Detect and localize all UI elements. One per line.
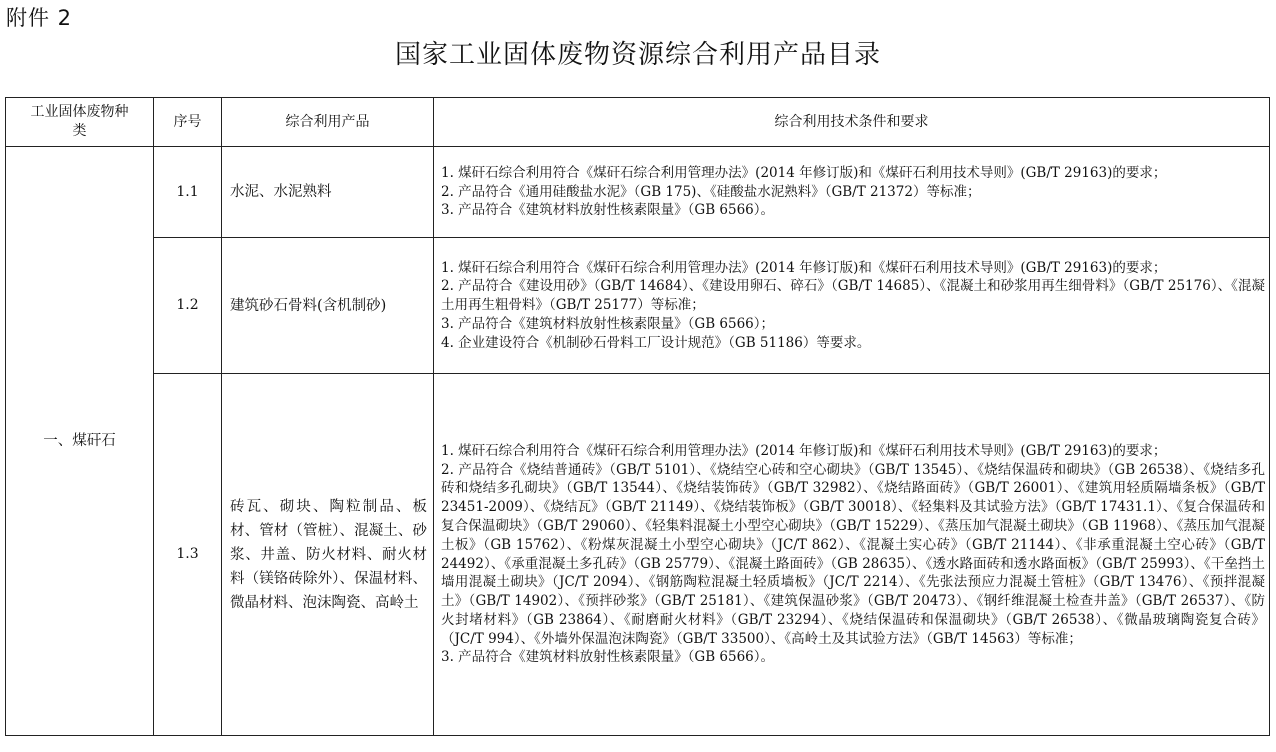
category-cell: 一、煤矸石 bbox=[6, 147, 154, 736]
requirement-line: 2. 产品符合《烧结普通砖》（GB/T 5101）、《烧结空心砖和空心砌块》（GB/T 13545）、《烧结保温砖和砌块》（GB 26538）、《烧结多孔砖和烧结多孔砌块》（GB/T 13544）、《烧结装饰砖》（GB/T 32982）、《烧结路面砖》（GB/T 26001）、《建筑用轻质隔墙条板》（GB/T 23451-2009）、《烧结瓦》（GB/T 21149）、《烧结装饰板》（GB/T 30018）、《轻集料及其试验方法》（GB/T 17431.1）、《复合保温砖和复合保温砌块》（GB/T 29060）、《轻集料混凝土小型空心砌块》（GB/T 15229）、《蒸压加气混凝土砌块》（GB 11968）、《蒸压加气混凝土板》（GB 15762）、《粉煤灰混凝土小型空心砌块》（JC/T 862）、《混凝土实心砖》（GB/T 21144）、《非承重混凝土空心砖》（GB/T 24492）、《承重混凝土多孔砖》（GB 25779）、《混凝土路面砖》（GB 28635）、《透水路面砖和透水路面板》（GB/T 25993）、《干垒挡土墙用混凝土砌块》（JC/T 2094）、《钢筋陶粒混凝土轻质墙板》（JC/T 2214）、《先张法预应力混凝土管桩》（GB/T 13476）、《预拌混凝土》（GB/T 14902）、《预拌砂浆》（GB/T 25181）、《建筑保温砂浆》（GB/T 20473）、《钢纤维混凝土检查井盖》（GB/T 26537）、《防火封堵材料》（GB 23864）、《耐磨耐火材料》（GB/T 23294）、《烧结保温砖和保温砌块》（GB/T 26538）、《微晶玻璃陶瓷复合砖》（JC/T 994）、《外墙外保温泡沫陶瓷》（GB/T 33500）、《高岭土及其试验方法》（GB/T 14563）等标准； bbox=[441, 461, 1265, 647]
requirement-line: 3. 产品符合《建筑材料放射性核素限量》（GB 6566）。 bbox=[441, 649, 775, 666]
page-title: 国家工业固体废物资源综合利用产品目录 bbox=[394, 40, 881, 70]
requirements-cell bbox=[434, 374, 1270, 736]
attachment-label: 附件 2 bbox=[6, 6, 73, 30]
requirement-line: 1. 煤矸石综合利用符合《煤矸石综合利用管理办法》(2014 年修订版)和《煤矸石利用技术导则》(GB/T 29163)的要求； bbox=[441, 259, 1167, 276]
requirement-line: 3. 产品符合《建筑材料放射性核素限量》（GB 6566）； bbox=[441, 315, 775, 332]
catalog-table bbox=[5, 97, 1270, 736]
row-number: 1.3 bbox=[154, 374, 222, 736]
requirement-line: 2. 产品符合《通用硅酸盐水泥》（GB 175)、《硅酸盐水泥熟料》（GB/T 21372）等标准； bbox=[441, 183, 981, 200]
table-header-row bbox=[6, 98, 1270, 147]
row-number: 1.2 bbox=[154, 238, 222, 374]
requirements-cell bbox=[434, 238, 1270, 374]
requirement-line: 1. 煤矸石综合利用符合《煤矸石综合利用管理办法》(2014 年修订版)和《煤矸石利用技术导则》(GB/T 29163)的要求； bbox=[441, 164, 1167, 181]
row-number: 1.1 bbox=[154, 147, 222, 238]
column-header-number: 序号 bbox=[154, 98, 222, 147]
product-cell: 水泥、水泥熟料 bbox=[222, 147, 434, 238]
product-cell: 建筑砂石骨料(含机制砂) bbox=[222, 238, 434, 374]
requirement-line: 3. 产品符合《建筑材料放射性核素限量》（GB 6566）。 bbox=[441, 202, 775, 219]
column-header-product: 综合利用产品 bbox=[222, 98, 434, 147]
product-cell: 砖瓦、砌块、陶粒制品、板材、管材（管桩）、混凝土、砂浆、井盖、防火材料、耐火材料（镁铬砖除外）、保温材料、微晶材料、泡沫陶瓷、高岭土 bbox=[222, 374, 434, 736]
requirement-line: 4. 企业建设符合《机制砂石骨料工厂设计规范》（GB 51186）等要求。 bbox=[441, 334, 871, 351]
table-row bbox=[6, 147, 1270, 238]
requirements-cell bbox=[434, 147, 1270, 238]
requirement-line: 1. 煤矸石综合利用符合《煤矸石综合利用管理办法》(2014 年修订版)和《煤矸石利用技术导则》(GB/T 29163)的要求； bbox=[441, 442, 1167, 459]
requirement-line: 2. 产品符合《建设用砂》（GB/T 14684）、《建设用卵石、碎石》（GB/T 14685）、《混凝土和砂浆用再生细骨料》（GB/T 25176）、《混凝土用再生粗骨料》（GB/T 25177）等标准； bbox=[441, 278, 1265, 314]
table-row bbox=[6, 374, 1270, 736]
column-header-category: 工业固体废物种类 bbox=[6, 98, 154, 147]
column-header-requirements: 综合利用技术条件和要求 bbox=[434, 98, 1270, 147]
table-row bbox=[6, 238, 1270, 374]
